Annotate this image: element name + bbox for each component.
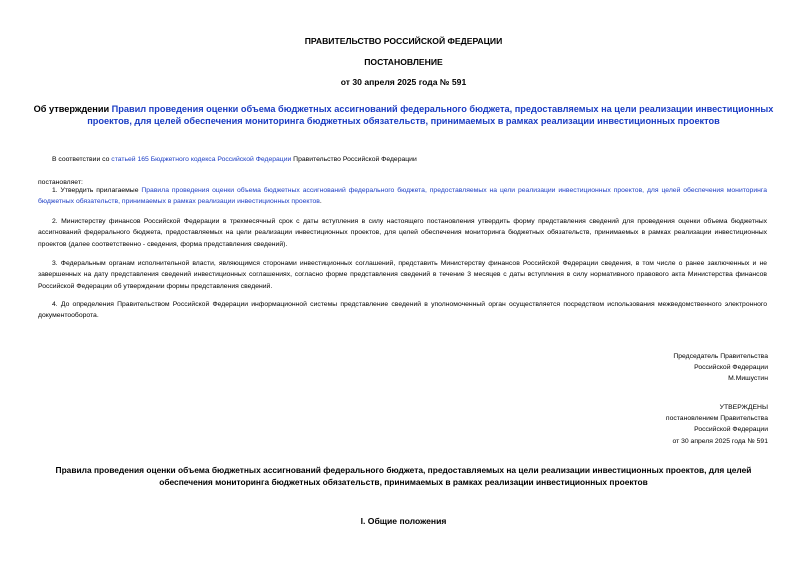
title-rules-link[interactable]: Правил проведения оценки объема бюджетных ассигнований федерального бюджета, предоставляемых на цели реализации инвестиционных проектов, для целей обеспечения мониторинга бюджетных обязательств, принимаемых в рамках реализации инвестиционных проектов xyxy=(87,104,774,126)
item-1-suffix: . xyxy=(319,198,322,206)
item-3 xyxy=(38,258,767,292)
approval-heading: УТВЕРЖДЕНЫ xyxy=(719,404,768,411)
signature-position: Председатель Правительства xyxy=(673,353,768,360)
signature-country: Российской Федерации xyxy=(694,364,768,372)
approval-by: постановлением Правительства xyxy=(665,415,768,423)
document-type-heading: ПОСТАНОВЛЕНИЕ xyxy=(364,57,443,67)
document-date-number: от 30 апреля 2025 года № 591 xyxy=(340,77,467,87)
signature-block xyxy=(520,351,768,385)
preamble xyxy=(52,154,767,165)
approval-country: Российской Федерации xyxy=(694,426,768,434)
item-3-text: 3. Федеральным органам исполнительной власти, являющимся сторонами инвестиционных соглашений, представить Министерству финансов Российской Федерации сведения, в том числе о ранее заключенных и не завершенных на дату представления сведений инвестиционных соглашениях, согласно форме представления сведений в течение 3 месяцев с даты вступления в силу нормативного правового акта Министерства финансов Российской Федерации об утверждении формы представления сведений. xyxy=(38,260,767,290)
document-title xyxy=(30,103,777,127)
rules-title: Правила проведения оценки объема бюджетных ассигнований федерального бюджета, предоставляемых на цели реализации инвестиционных проектов, для целей обеспечения мониторинга бюджетных обязательств, принимаемых в рамках реализации инвестиционных проектов xyxy=(55,465,752,487)
signature-name: М.Мишустин xyxy=(728,375,768,383)
item-1-prefix: 1. Утвердить прилагаемые xyxy=(52,187,142,194)
item-2 xyxy=(38,216,767,250)
decrees-word: постановляет: xyxy=(38,179,83,186)
item-2-text: 2. Министерству финансов Российской Федерации в трехмесячный срок с даты вступления в силу настоящего постановления утвердить форму представления сведений для проведения оценки объема бюджетных ассигнований федерального бюджета, предоставляемых на цели реализации инвестиционных проектов, для целей обеспечения мониторинга бюджетных обязательств, принимаемых в рамках реализации инвестиционных проектов (далее соответственно - сведения, форма представления сведений). xyxy=(38,218,767,248)
item-4-text: 4. До определения Правительством Российской Федерации информационной системы представление сведений в уполномоченный орган осуществляется посредством использования межведомственного электронного документооборота. xyxy=(38,301,767,320)
item-1 xyxy=(38,185,767,208)
title-prefix: Об утверждении xyxy=(33,104,112,114)
approval-date: от 30 апреля 2025 года № 591 xyxy=(672,437,768,445)
item-1-rules-link[interactable]: Правила проведения оценки объема бюджетных ассигнований федерального бюджета, предоставляемых на цели реализации инвестиционных проектов, для целей обеспечения мониторинга бюджетных обязательств, принимаемых в рамках реализации инвестиционных проектов xyxy=(38,187,767,206)
government-heading: ПРАВИТЕЛЬСТВО РОССИЙСКОЙ ФЕДЕРАЦИИ xyxy=(304,36,503,46)
preamble-prefix: В соответствии со xyxy=(52,156,112,163)
preamble-suffix: Правительство Российской Федерации xyxy=(291,156,417,163)
item-4 xyxy=(38,299,767,322)
section-heading: I. Общие положения xyxy=(360,516,447,526)
approval-block xyxy=(520,402,768,447)
budget-code-article-link[interactable]: статьей 165 Бюджетного кодекса Российской Федерации xyxy=(111,156,292,163)
